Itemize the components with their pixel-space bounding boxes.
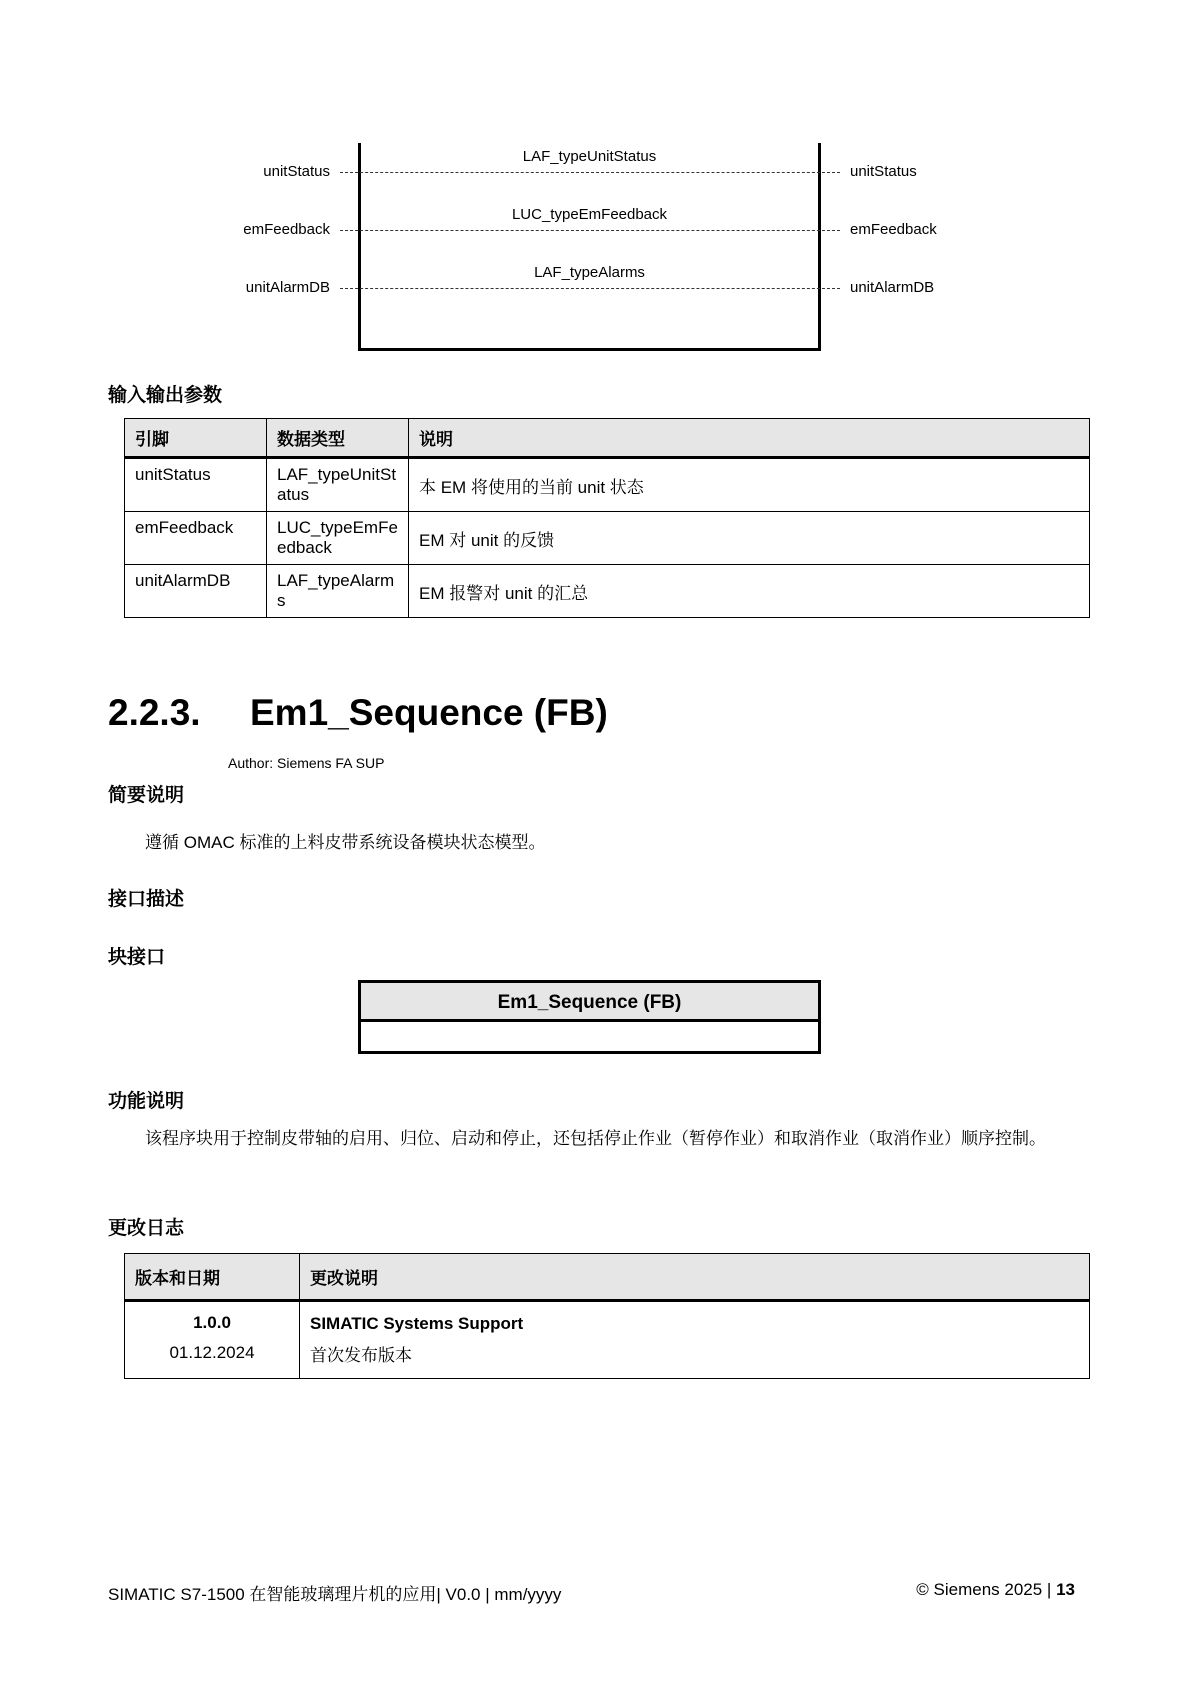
- pin-type-label: LUC_typeEmFeedback: [511, 206, 668, 223]
- copyright-text: © Siemens 2025 |: [916, 1580, 1052, 1599]
- table-row: [125, 512, 1090, 565]
- table-header-row: [125, 419, 1090, 458]
- type-cell: LAF_typeUnitStatus: [267, 458, 409, 512]
- function-heading: 功能说明: [108, 1091, 185, 1112]
- io-heading: 输入输出参数: [108, 385, 223, 406]
- change-author: SIMATIC Systems Support: [310, 1314, 524, 1333]
- pin-left-label: emFeedback: [243, 221, 330, 238]
- io-table: [124, 418, 1090, 618]
- pin-right-label: unitAlarmDB: [850, 279, 935, 296]
- pin-left-label: unitAlarmDB: [245, 279, 330, 296]
- table-row: [125, 565, 1090, 618]
- footer-doc-title: SIMATIC S7-1500 在智能玻璃理片机的应用| V0.0 | mm/yyyy: [108, 1585, 562, 1604]
- type-cell: LAF_typeAlarms: [267, 565, 409, 618]
- changelog-heading: 更改日志: [108, 1218, 185, 1239]
- block-interface-heading: 块接口: [108, 947, 166, 968]
- table-header-row: [125, 1254, 1090, 1301]
- interface-heading: 接口描述: [108, 889, 185, 910]
- pin-left-label: unitStatus: [263, 163, 330, 180]
- fb-block: [358, 980, 821, 1054]
- note-cell: [300, 1301, 1090, 1379]
- version-date: 01.12.2024: [169, 1343, 255, 1362]
- pin-cell: unitStatus: [125, 458, 267, 512]
- pin-line: [340, 230, 840, 231]
- table-row: [125, 1301, 1090, 1379]
- page-number: 13: [1056, 1580, 1075, 1599]
- type-cell: LUC_typeEmFeedback: [267, 512, 409, 565]
- author-line: Author: Siemens FA SUP: [228, 755, 385, 771]
- column-header: 引脚: [125, 419, 267, 458]
- brief-heading: 简要说明: [108, 785, 185, 806]
- desc-cell: EM 报警对 unit 的汇总: [409, 565, 1090, 618]
- changelog-table: [124, 1253, 1090, 1379]
- pin-type-label: LAF_typeUnitStatus: [522, 148, 657, 165]
- footer-copyright: [916, 1580, 1075, 1600]
- fb-block-title: Em1_Sequence (FB): [361, 983, 818, 1022]
- function-text: 该程序块用于控制皮带轴的启用、归位、启动和停止，还包括停止作业（暂停作业）和取消作业（取消作业）顺序控制。: [145, 1129, 1046, 1148]
- change-note: 首次发布版本: [310, 1346, 412, 1365]
- column-header: 更改说明: [300, 1254, 1090, 1301]
- version-cell: [125, 1301, 300, 1379]
- column-header: 版本和日期: [125, 1254, 300, 1301]
- section-title: [108, 692, 608, 734]
- section-name: Em1_Sequence (FB): [250, 692, 608, 733]
- column-header: 说明: [409, 419, 1090, 458]
- block-frame: [358, 143, 821, 351]
- pin-cell: unitAlarmDB: [125, 565, 267, 618]
- brief-text: 遵循 OMAC 标准的上料皮带系统设备模块状态模型。: [145, 833, 546, 852]
- pin-type-label: LAF_typeAlarms: [534, 264, 645, 281]
- table-row: [125, 458, 1090, 512]
- pin-right-label: emFeedback: [850, 221, 937, 238]
- version-number: 1.0.0: [193, 1313, 231, 1332]
- section-number: 2.2.3.: [108, 692, 201, 733]
- pin-cell: emFeedback: [125, 512, 267, 565]
- pin-right-label: unitStatus: [850, 163, 917, 180]
- pin-line: [340, 172, 840, 173]
- column-header: 数据类型: [267, 419, 409, 458]
- pin-line: [340, 288, 840, 289]
- desc-cell: 本 EM 将使用的当前 unit 状态: [409, 458, 1090, 512]
- desc-cell: EM 对 unit 的反馈: [409, 512, 1090, 565]
